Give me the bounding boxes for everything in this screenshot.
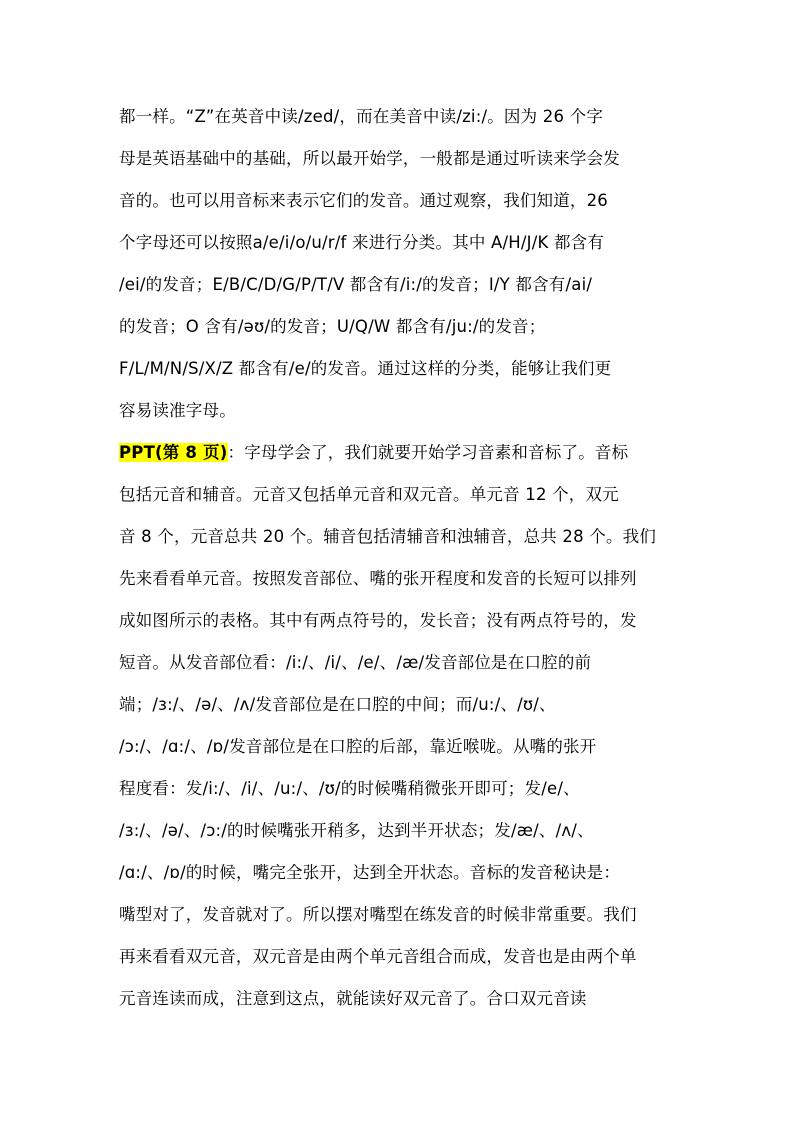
text-line: 母是英语基础中的基础，所以最开始学，一般都是通过听读来学会发: [119, 149, 620, 168]
text-line: /ɑ:/、/ɒ/的时候，嘴完全张开，达到全开状态。音标的发音秘诀是：: [119, 863, 621, 882]
text-line: 的发音；O 含有/əʊ/的发音；U/Q/W 都含有/ju:/的发音；: [119, 317, 546, 336]
text-line: 包括元音和辅音。元音又包括单元音和双元音。单元音 12 个，双元: [119, 485, 619, 504]
ppt-page-label: PPT(第 8 页): [119, 443, 228, 462]
text-line: 都一样。“Z”在英音中读/zed/，而在美音中读/zi:/。因为 26 个字: [119, 107, 604, 126]
text-line: 先来看看单元音。按照发音部位、嘴的张开程度和发音的长短可以排列: [119, 569, 637, 588]
text-line: 程度看：发/i:/、/i/、/u:/、/ʊ/的时候嘴稍微张开即可；发/e/、: [119, 779, 580, 798]
text-line: /ɜ:/、/ə/、/ɔ:/的时候嘴张开稍多，达到半开状态；发/æ/、/ʌ/、: [119, 821, 594, 840]
text-line: F/L/M/N/S/X/Z 都含有/e/的发音。通过这样的分类，能够让我们更: [119, 359, 612, 378]
text-line: 元音连读而成，注意到这点，就能读好双元音了。合口双元音读: [119, 989, 587, 1008]
text-line: /ei/的发音；E/B/C/D/G/P/T/V 都含有/i:/的发音；I/Y 都含有/ai/: [119, 275, 593, 294]
text-line: 嘴型对了，发音就对了。所以摆对嘴型在练发音的时候非常重要。我们: [119, 905, 637, 924]
text-line: 成如图所示的表格。其中有两点符号的，发长音；没有两点符号的，发: [119, 611, 637, 630]
text-line: 容易读准字母。: [119, 401, 236, 420]
text-line: 音 8 个，元音总共 20 个。辅音包括清辅音和浊辅音，总共 28 个。我们: [119, 527, 657, 546]
text-line: 再来看看双元音，双元音是由两个单元音组合而成，发音也是由两个单: [119, 947, 637, 966]
text-line: /ɔ:/、/ɑ:/、/ɒ/发音部位是在口腔的后部，靠近喉咙。从嘴的张开: [119, 737, 597, 756]
text-line: 端；/ɜ:/、/ə/、/ʌ/发音部位是在口腔的中间；而/u:/、/ʊ/、: [119, 695, 556, 714]
text-line: 短音。从发音部位看：/i:/、/i/、/e/、/æ/发音部位是在口腔的前: [119, 653, 592, 672]
text-line: 个字母还可以按照a/e/i/o/u/r/f 来进行分类。其中 A/H/J/K 都含有: [119, 233, 605, 252]
text-line-ppt: [119, 442, 628, 464]
text-line: 音的。也可以用音标来表示它们的发音。通过观察，我们知道，26: [119, 191, 608, 210]
text-span: ：字母学会了，我们就要开始学习音素和音标了。音标: [227, 443, 629, 462]
